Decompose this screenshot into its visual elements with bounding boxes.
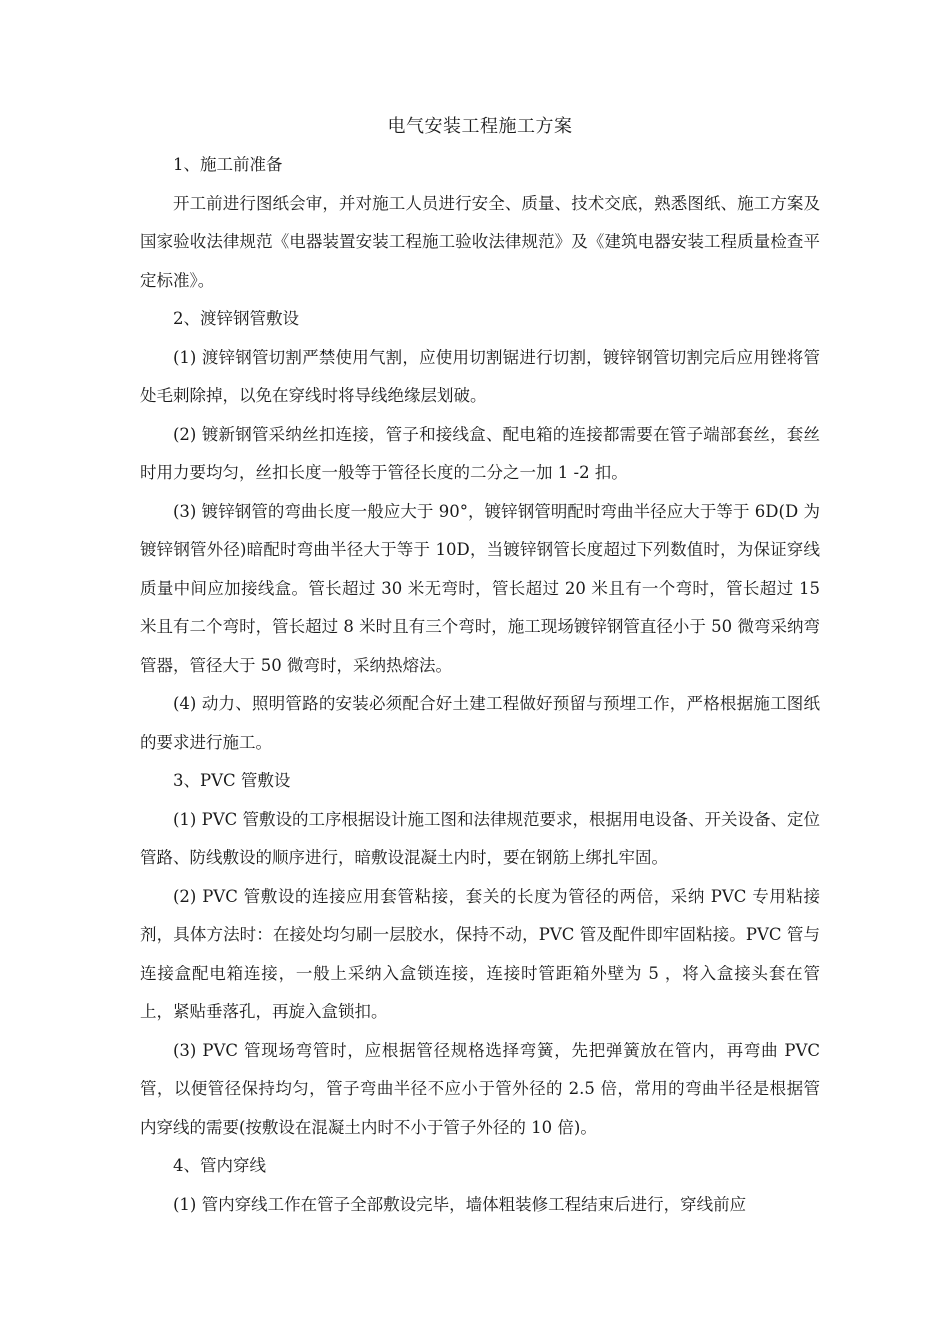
paragraph-pvc-1: (1) PVC 管敷设的工序根据设计施工图和法律规范要求，根据用电设备、开关设备、定位管路、防线敷设的顺序进行，暗敷设混凝土内时，要在钢筋上绑扎牢固。 [140, 809, 821, 867]
paragraph-pvc-2: (2) PVC 管敷设的连接应用套管粘接，套关的长度为管径的两倍，采纳 PVC 专用粘接剂，具体方法时：在接处均匀刷一层胶水，保持不动，PVC 管及配件即牢固粘接。PVC 管与连接盒配电箱连接，一般上采纳入盒锁连接，连接时管距箱外壁为 5 ，将入盒接头套在管上，紧贴垂落孔，再旋入盒锁扣。 [140, 886, 820, 1021]
paragraph-galvanized-2: (2) 镀新钢管采纳丝扣连接，管子和接线盒、配电箱的连接都需要在管子端部套丝，套丝时用力要均匀，丝扣长度一般等于管径长度的二分之一加 1 -2 扣。 [140, 424, 820, 482]
section-heading-galvanized-pipe: 2、渡锌钢管敷设 [173, 309, 299, 328]
document-title: 电气安装工程施工方案 [387, 116, 573, 137]
section-heading-wiring: 4、管内穿线 [173, 1156, 266, 1175]
section-heading-pvc-pipe: 3、PVC 管敷设 [173, 771, 291, 790]
paragraph-galvanized-4: (4) 动力、照明管路的安装必须配合好土建工程做好预留与预埋工作，严格根据施工图纸的要求进行施工。 [140, 694, 820, 752]
paragraph-preparation: 开工前进行图纸会审，并对施工人员进行安全、质量、技术交底，熟悉图纸、施工方案及国家验收法律规范《电器装置安装工程施工验收法律规范》及《建筑电器安装工程质量检查平定标准》。 [140, 193, 820, 290]
paragraph-galvanized-1: (1) 渡锌钢管切割严禁使用气割，应使用切割锯进行切割，镀锌钢管切割完后应用锉将管处毛刺除掉，以免在穿线时将导线绝缘层划破。 [140, 347, 820, 405]
paragraph-wiring-1: (1) 管内穿线工作在管子全部敷设完毕，墙体粗装修工程结束后进行，穿线前应 [173, 1194, 747, 1214]
document-body [140, 108, 820, 1224]
paragraph-galvanized-3: (3) 镀锌钢管的弯曲长度一般应大于 90°，镀锌钢管明配时弯曲半径应大于等于 6D(D 为镀锌钢管外径)暗配时弯曲半径大于等于 10D，当镀锌钢管长度超过下列数值时，为保证穿线质量中间应加接线盒。管长超过 30 米无弯时，管长超过 20 米且有一个弯时，管长超过 15 米且有二个弯时，管长超过 8 米时且有三个弯时，施工现场镀锌钢管直径小于 50 微弯采纳弯管器，管径大于 50 微弯时，采纳热熔法。 [140, 501, 820, 675]
paragraph-pvc-3: (3) PVC 管现场弯管时，应根据管径规格选择弯簧，先把弹簧放在管内，再弯曲 PVC 管，以便管径保持均匀，管子弯曲半径不应小于管外径的 2.5 倍，常用的弯曲半径是根据管内穿线的需要(按敷设在混凝土内时不小于管子外径的 10 倍)。 [140, 1040, 820, 1137]
section-heading-preparation: 1、施工前准备 [173, 155, 283, 174]
